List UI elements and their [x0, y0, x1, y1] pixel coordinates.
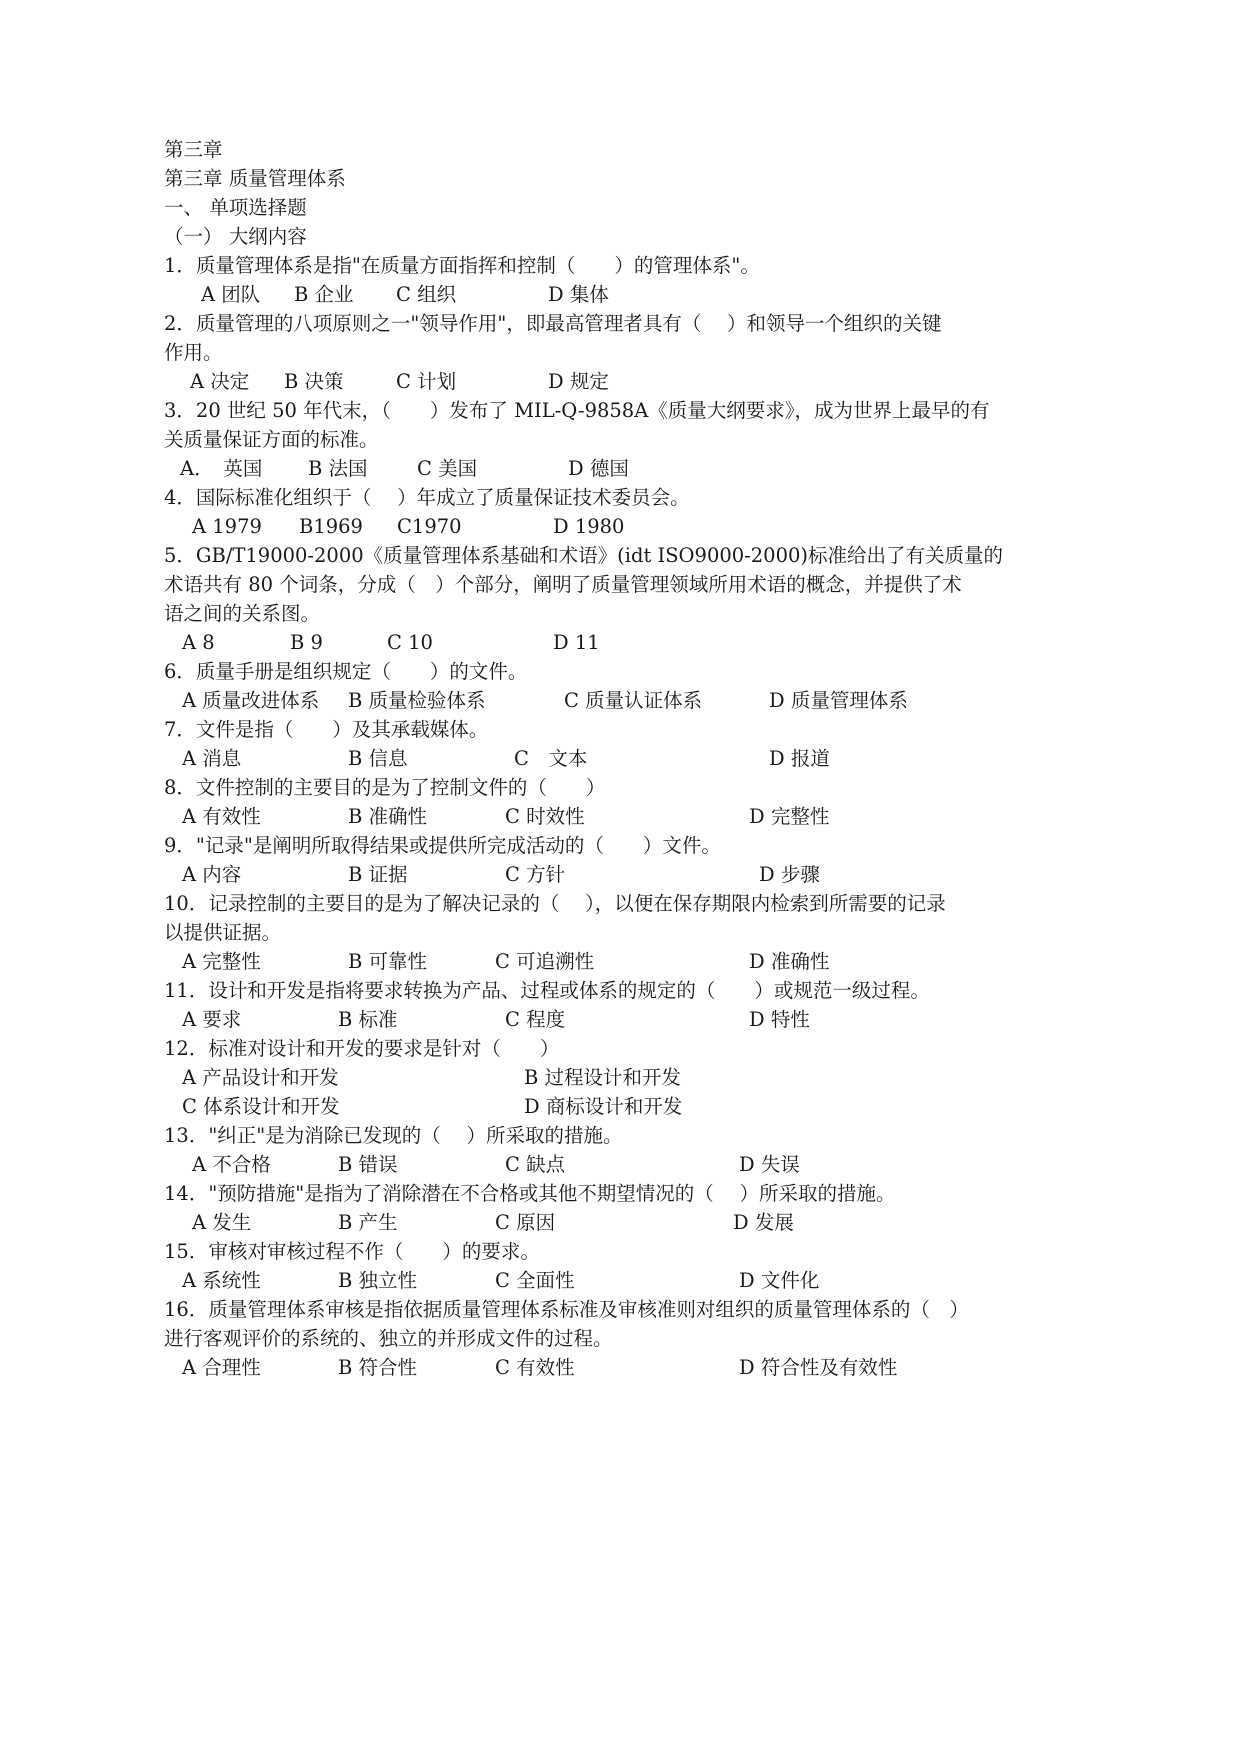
option-c: C 程度	[505, 1008, 566, 1031]
option-b: B 法国	[308, 457, 368, 480]
option-a: A 团队	[201, 283, 261, 306]
option-d: D 报道	[769, 747, 830, 770]
option-d: D 1980	[553, 515, 625, 538]
option-c: C1970	[397, 515, 462, 538]
option-d: D 特性	[749, 1008, 810, 1031]
option-b: B 准确性	[348, 805, 428, 828]
option-a: A 决定	[190, 370, 250, 393]
option-c: C 时效性	[505, 805, 585, 828]
option-d: D 质量管理体系	[769, 689, 908, 712]
option-d: D 商标设计和开发	[524, 1095, 683, 1118]
option-b: B 可靠性	[348, 950, 428, 973]
option-d: D 文件化	[739, 1269, 820, 1292]
option-a: A 8	[182, 631, 215, 654]
option-a: A 不合格	[192, 1153, 271, 1176]
option-b: B 质量检验体系	[348, 689, 486, 712]
option-b: B 错误	[338, 1153, 398, 1176]
option-b: B 独立性	[338, 1269, 418, 1292]
option-d: D 准确性	[749, 950, 830, 973]
option-c: C 10	[387, 631, 433, 654]
option-d: D 11	[553, 631, 600, 654]
option-a: A 完整性	[182, 950, 261, 973]
option-d: D 完整性	[749, 805, 830, 828]
option-b: B 产生	[338, 1211, 398, 1234]
option-c: C 全面性	[495, 1269, 575, 1292]
option-b: B 企业	[294, 283, 354, 306]
option-b: B 信息	[348, 747, 408, 770]
option-c: C 文本	[514, 747, 588, 770]
option-a: A． 英国	[180, 457, 263, 480]
option-d: D 集体	[548, 283, 609, 306]
option-a: A 产品设计和开发	[182, 1066, 339, 1089]
option-a: A 消息	[182, 747, 242, 770]
option-b: B 标准	[338, 1008, 398, 1031]
option-d: D 发展	[733, 1211, 794, 1234]
option-a: A 发生	[192, 1211, 252, 1234]
option-d: D 步骤	[759, 863, 820, 886]
option-b: B1969	[299, 515, 363, 538]
option-c: C 体系设计和开发	[182, 1095, 340, 1118]
option-a: A 质量改进体系	[182, 689, 320, 712]
option-c: C 计划	[396, 370, 457, 393]
document-page: 第三章 第三章 质量管理体系 一、 单项选择题 （一） 大纲内容 1．质量管理体系是指"在质量方面指挥和控制（ ）的管理体系"。 A 团队 B 企业 C 组织 D 集体 2．质量管理的八项原则之一"领导作用"，即最高管理者具有（ ）和领导一个组织的关键 作用。 A 决定 B 决策 C 计划 D 规定 3．20 世纪 50 年代末，（ ）发布了 MIL-Q-9858A《质量大纲要求》，成为世界上最早的有 关质量保证方面的标准。 A． 英国 B 法国 C 美国 D 德国 4．国际标准化组织于（ ）年成立了质量保证技术委员会。 A 1979 B1969 C1970 D 1980 5．GB/T19000-2000《质量管理体系基础和术语》(idt ISO9000-2000)标准给出了有关质量的 术语共有 80 个词条，分成（ ）个部分，阐明了质量管理领域所用术语的概念，并提供了术 语之间的关系图。 A 8 B 9 C 10 D 11 6．质量手册是组织规定（ ）的文件。 A 质量改进体系 B 质量检验体系 C 质量认证体系 D 质量管理体系 7．文件是指（ ）及其承载媒体。 A 消息 B 信息 C 文本 D 报道 8．文件控制的主要目的是为了控制文件的（ ） A 有效性 B 准确性 C 时效性 D 完整性 9．"记录"是阐明所取得结果或提供所完成活动的（ ）文件。 A 内容 B 证据 C 方针 D 步骤 10．记录控制的主要目的是为了解决记录的（ ），以便在保存期限内检索到所需要的记录 以提供证据。 A 完整性 B 可靠性 C 可追溯性 D 准确性 11．设计和开发是指将要求转换为产品、过程或体系的规定的（ ）或规范一级过程。 A 要求 B 标准 C 程度 D 特性 12．标准对设计和开发的要求是针对（ ） A 产品设计和开发 B 过程设计和开发 C 体系设计和开发 D 商标设计和开发 13．"纠正"是为消除已发现的（ ）所采取的措施。 A 不合格 B 错误 C 缺点 D 失误 14．"预防措施"是指为了消除潜在不合格或其他不期望情况的（ ）所采取的措施。 A 发生 B 产生 C 原因 D 发展 15．审核对审核过程不作（ ）的要求。 A 系统性 B 独立性 C 全面性 D 文件化 16．质量管理体系审核是指依据质量管理体系标准及审核准则对组织的质量管理体系的（ ） 进行客观评价的系统的、独立的并形成文件的过程。 A 合理性 B 符合性 C 有效性 D 符合性及有效性	[0, 0, 1241, 1754]
option-c: C 有效性	[495, 1356, 575, 1379]
option-c: C 质量认证体系	[564, 689, 703, 712]
option-b: B 证据	[348, 863, 408, 886]
option-c: C 方针	[505, 863, 566, 886]
option-a: A 要求	[182, 1008, 242, 1031]
option-b: B 符合性	[338, 1356, 418, 1379]
option-d: D 失误	[739, 1153, 800, 1176]
option-c: C 缺点	[505, 1153, 566, 1176]
option-a: A 系统性	[182, 1269, 261, 1292]
option-c: C 原因	[495, 1211, 556, 1234]
option-c: C 组织	[396, 283, 457, 306]
option-a: A 有效性	[182, 805, 261, 828]
option-a: A 内容	[182, 863, 242, 886]
option-c: C 可追溯性	[495, 950, 595, 973]
option-b: B 决策	[284, 370, 344, 393]
option-b: B 过程设计和开发	[524, 1066, 682, 1089]
option-c: C 美国	[417, 457, 478, 480]
option-a: A 1979	[192, 515, 262, 538]
option-a: A 合理性	[182, 1356, 261, 1379]
option-b: B 9	[290, 631, 323, 654]
option-d: D 德国	[568, 457, 629, 480]
option-d: D 符合性及有效性	[739, 1356, 898, 1379]
option-d: D 规定	[548, 370, 609, 393]
